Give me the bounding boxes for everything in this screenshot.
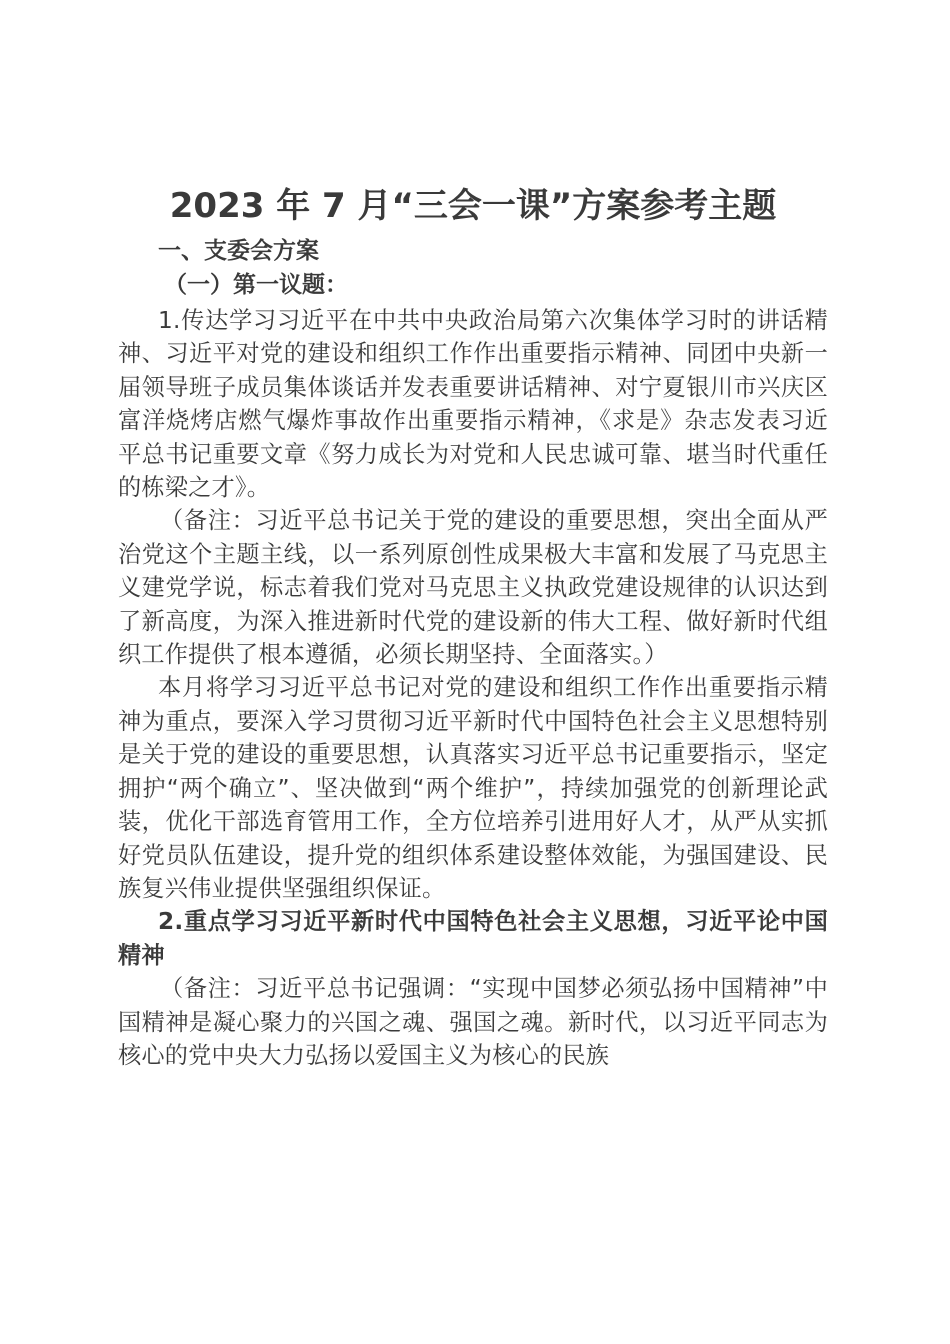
- document-page: [118, 180, 828, 1072]
- note-paragraph-1: （备注：习近平总书记关于党的建设的重要思想，突出全面从严治党这个主题主线，以一系列原创性成果极大丰富和发展了马克思主义建党学说，标志着我们党对马克思主义执政党建设规律的认识达到了新高度，为深入推进新时代党的建设新的伟大工程、做好新时代组织工作提供了根本遵循，必须长期坚持、全面落实。）: [118, 507, 828, 669]
- subsection-heading: （一）第一议题：: [164, 272, 348, 298]
- paragraph-3-heading: 2.重点学习习近平新时代中国特色社会主义思想，习近平论中国精神: [118, 908, 828, 969]
- section-heading: 一、支委会方案: [158, 238, 319, 264]
- note-paragraph-2: （备注：习近平总书记强调：“实现中国梦必须弘扬中国精神”中国精神是凝心聚力的兴国之魂、强国之魂。新时代，以习近平同志为核心的党中央大力弘扬以爱国主义为核心的民族: [118, 975, 828, 1069]
- document-title: 2023 年 7 月“三会一课”方案参考主题: [169, 186, 777, 226]
- paragraph-2: 本月将学习习近平总书记对党的建设和组织工作作出重要指示精神为重点，要深入学习贯彻习近平新时代中国特色社会主义思想特别是关于党的建设的重要思想，认真落实习近平总书记重要指示，坚定拥护“两个确立”、坚决做到“两个维护”，持续加强党的创新理论武装，优化干部选育管用工作，全方位培养引进用好人才，从严从实抓好党员队伍建设，提升党的组织体系建设整体效能，为强国建设、民族复兴伟业提供坚强组织保证。: [118, 674, 828, 902]
- paragraph-1: 1.传达学习习近平在中共中央政治局第六次集体学习时的讲话精神、习近平对党的建设和组织工作作出重要指示精神、同团中央新一届领导班子成员集体谈话并发表重要讲话精神、对宁夏银川市兴庆区富洋烧烤店燃气爆炸事故作出重要指示精神，《求是》杂志发表习近平总书记重要文章《努力成长为对党和人民忠诚可靠、堪当时代重任的栋梁之才》。: [118, 307, 828, 502]
